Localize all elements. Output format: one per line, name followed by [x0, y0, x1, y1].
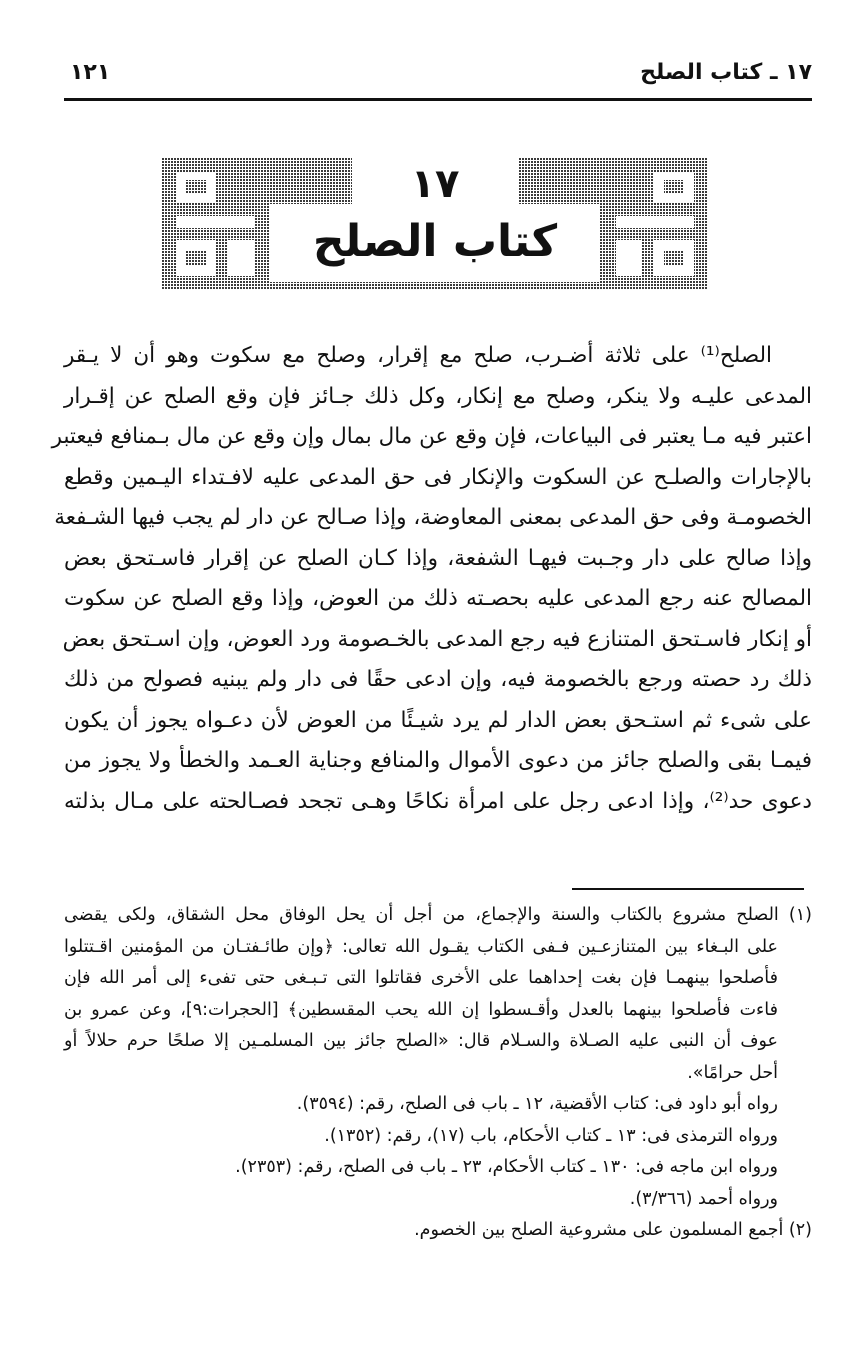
chapter-number-text: ١٧ — [397, 161, 474, 207]
body-line: المدعى عليـه ولا ينكر، وصلح مع إنكار، وكل ذلك جـائز فإن وقع الصلح عن إقـرار — [64, 383, 812, 409]
body-line: اعتبر فيه مـا يعتبر فى البياعات، فإن وقع عن مال بمال وإن وقع عن مال بـمنافع فيعتبر — [51, 424, 812, 449]
body-line: دعوى حد⁽²⁾، وإذا ادعى رجل على امرأة نكاحًا وهـى تجحد فصـالحته على مـال بذلته — [64, 788, 813, 814]
body-line: ذلك رد حصته ورجع بالخصومة فيه، وإن ادعى حقًا فى دار ولم يبنيه فصولح من ذلك — [64, 667, 812, 692]
footnote-line: عوف أن النبى عليه الصـلاة والسـلام قال: «الصلح جائز بين المسلمـين إلا صلحًا حرم حلالاً أو — [64, 1031, 778, 1051]
footnote-line: أحل حرامًا». — [687, 1062, 778, 1083]
body-line: وإذا صالح على دار وجـبت فيهـا الشفعة، وإذا كـان الصلح عن إقرار فاسـتحق بعض — [64, 545, 812, 571]
chapter-title: كتاب الصلح — [312, 216, 558, 267]
body-line: أو إنكار فاسـتحق المتنازع فيه رجع المدعى بالخـصومة ورد العوض، وإن اسـتحق بعض — [62, 626, 812, 652]
chapter-number — [162, 161, 708, 207]
body-line: الخصومـة وفى حق المدعى بمعنى المعاوضة، وإذا صـالح عن دار لم يجب فيها الشـفعة — [54, 505, 812, 530]
body-line: الصلح⁽¹⁾ على ثلاثة أضـرب، صلح مع إقرار، وصلح مع سكوت وهو أن لا يـقر — [64, 343, 772, 368]
footnote-line: (٢) أجمع المسلمون على مشروعية الصلح بين الخصوم. — [414, 1220, 812, 1240]
footnotes — [64, 900, 812, 1247]
body-line: على شىء ثم استـحق بعض الدار لم يرد شيـئًا من العوض لأن دعـواه يجوز أن يكون — [64, 707, 812, 733]
main-body-text — [51, 336, 813, 822]
page-number: ١٢١ — [70, 60, 111, 85]
body-line: فيمـا بقى والصلح جائز من دعوى الأموال والمنافع وجناية العـمد والخطأ ولا يجوز من — [64, 748, 812, 773]
body-line: المصالح عنه رجع المدعى عليه بحصـته ذلك من العوض، وإذا وقع الصلح عن سكوت — [64, 586, 812, 611]
chapter-title-frame — [162, 158, 708, 290]
body-line: بالإجارات والصلـح عن السكوت والإنكار فى حق المدعى عليه لافـتداء اليـمين وقطع — [64, 464, 812, 490]
footnote-line: على البـغاء بين المتنازعـين فـفى الكتاب يقـول الله تعالى: ﴿وإن طائـفتـان من المؤمنين اقـتتلوا — [64, 936, 778, 957]
footnote-line: فأصلحوا بينهمـا فإن بغت إحداهما على الأخرى فقاتلوا التى تـبـغى حتى تفىء إلى أمر الله فإن — [64, 968, 778, 988]
footnote-line: (١) الصلح مشروع بالكتاب والسنة والإجماع، من أجل أن يحل الوفاق محل الشقاق، ولكى يقضى — [64, 905, 812, 925]
page-header — [64, 58, 812, 101]
footnote-separator — [572, 888, 804, 890]
footnote-reference: ورواه أحمد (٣/٣٦٦). — [629, 1188, 778, 1209]
footnote-line: فاءت فأصلحوا بينهما بالعدل وأقـسطوا إن الله يحب المقسطين﴾ [الحجرات:٩]، وعن عمرو بن — [64, 999, 778, 1020]
running-chapter-title: ١٧ ـ كتاب الصلح — [640, 60, 812, 85]
footnote-reference: ورواه الترمذى فى: ١٣ ـ كتاب الأحكام، باب (١٧)، رقم: (١٣٥٢). — [324, 1125, 778, 1146]
footnote-reference: رواه أبو داود فى: كتاب الأقضية، ١٢ ـ باب فى الصلح، رقم: (٣٥٩٤). — [296, 1094, 778, 1114]
footnote-reference: ورواه ابن ماجه فى: ١٣٠ ـ كتاب الأحكام، ٢٣ ـ باب فى الصلح، رقم: (٢٣٥٣). — [235, 1157, 778, 1177]
